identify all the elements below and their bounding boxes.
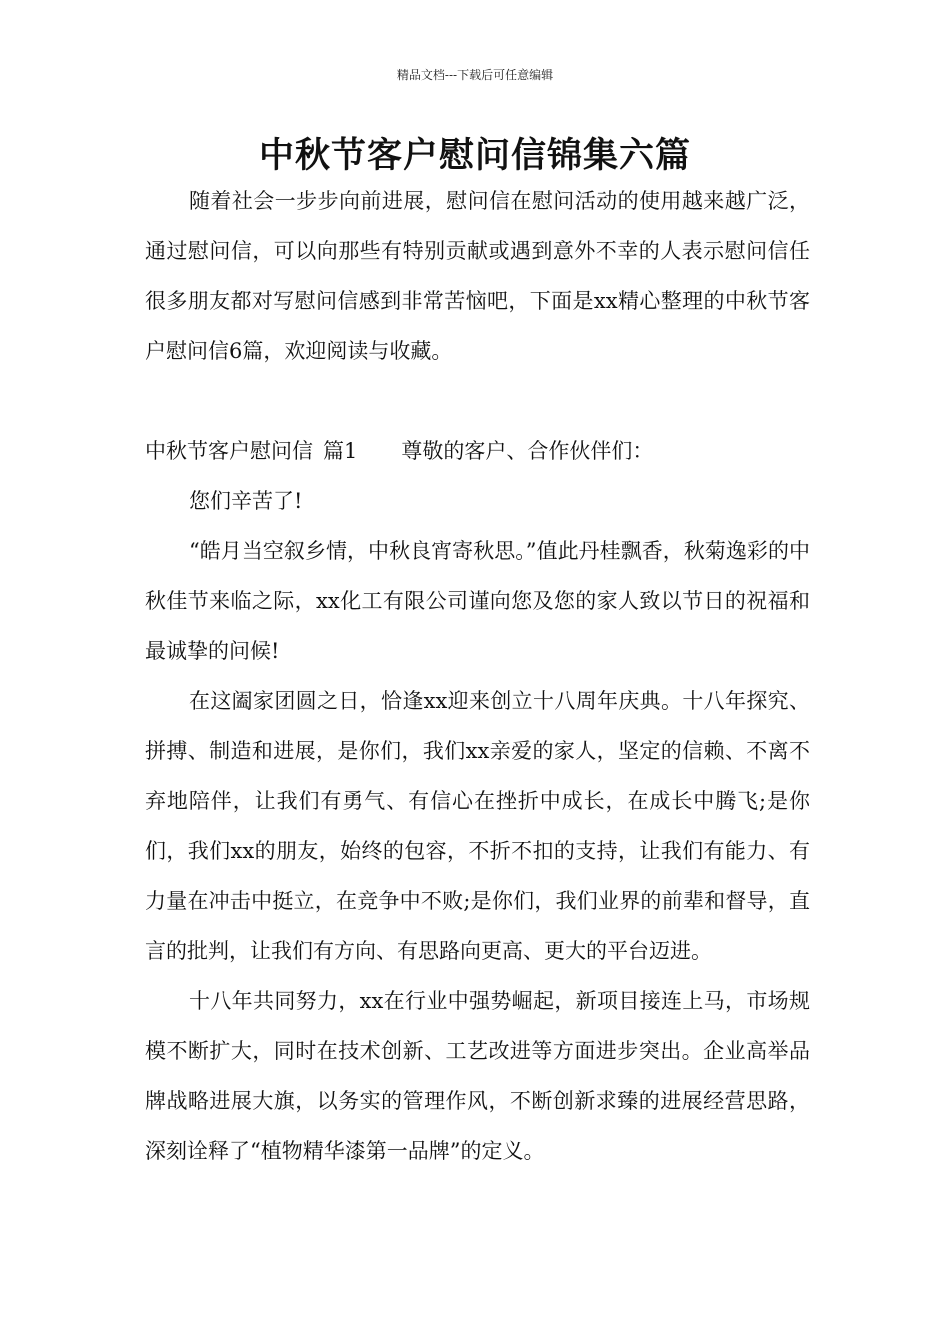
document-body — [145, 176, 810, 1176]
body-paragraph: “皓月当空叙乡情，中秋良宵寄秋思。”值此丹桂飘香，秋菊逸彩的中秋佳节来临之际，xx化工有限公司谨向您及您的家人致以节日的祝福和最诚挚的问候! — [145, 539, 810, 663]
section-heading: 中秋节客户慰问信 — [145, 439, 313, 463]
salutation: 尊敬的客户、合作伙伴们： — [401, 439, 654, 463]
section-number: 篇1 — [323, 439, 358, 463]
body-paragraph: 在这阖家团圆之日，恰逢xx迎来创立十八周年庆典。十八年探究、拼搏、制造和进展，是你们，我们xx亲爱的家人，坚定的信赖、不离不弃地陪伴，让我们有勇气、有信心在挫折中成长，在成长中腾飞;是你们，我们xx的朋友，始终的包容，不折不扣的支持，让我们有能力、有力量在冲击中挺立，在竞争中不败;是你们，我们业界的前辈和督导，直言的批判，让我们有方向、有思路向更高、更大的平台迈进。 — [145, 689, 810, 963]
document-title: 中秋节客户慰问信锦集六篇 — [258, 135, 691, 176]
paragraph-gap — [145, 376, 810, 426]
intro-paragraph: 随着社会一步步向前进展，慰问信在慰问活动的使用越来越广泛，通过慰问信，可以向那些有特别贡献或遇到意外不幸的人表示慰问信任很多朋友都对写慰问信感到非常苦恼吧，下面是xx精心整理的中秋节客户慰问信6篇，欢迎阅读与收藏。 — [145, 189, 810, 363]
body-paragraph: 您们辛苦了! — [189, 489, 303, 513]
header-note: 精品文档---下载后可任意编辑 — [396, 68, 554, 82]
body-paragraph: 十八年共同努力，xx在行业中强势崛起，新项目接连上马，市场规模不断扩大，同时在技术创新、工艺改进等方面进步突出。企业高举品牌战略进展大旗，以务实的管理作风，不断创新求臻的进展经营思路，深刻诠释了“植物精华漆第一品牌”的定义。 — [145, 989, 810, 1163]
section-heading-line — [145, 426, 810, 476]
